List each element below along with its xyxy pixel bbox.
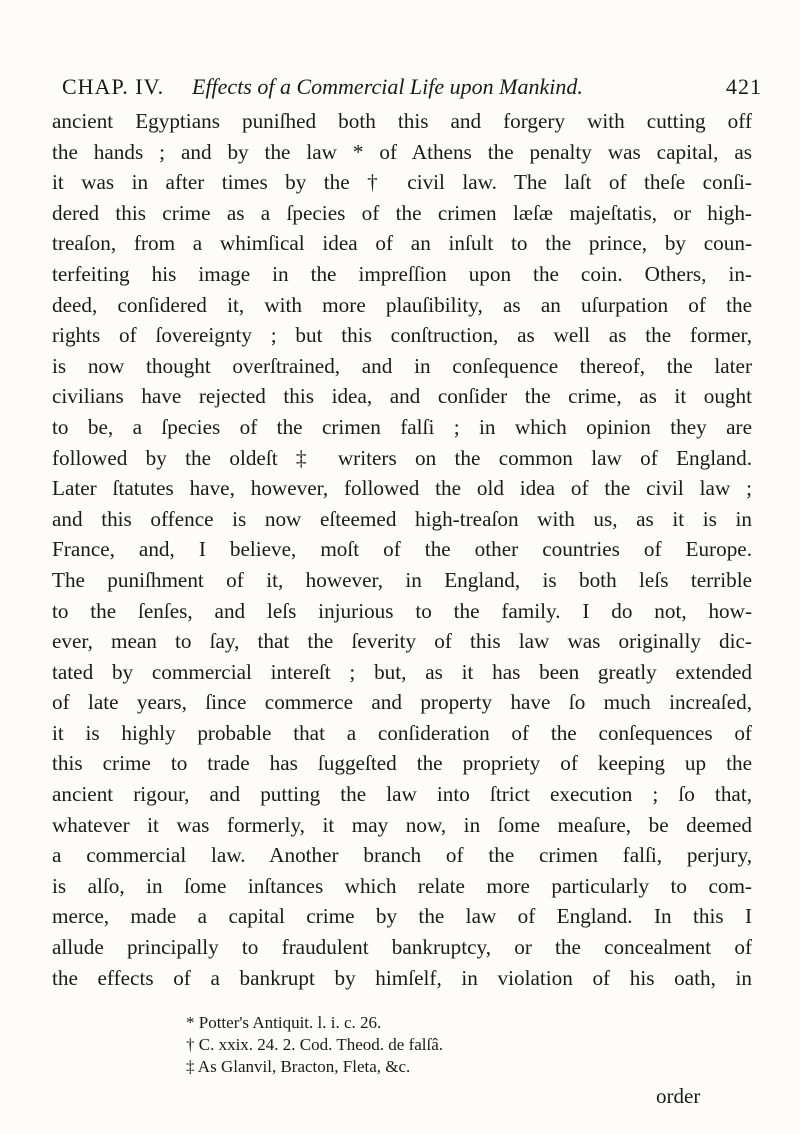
footnote: ‡ As Glanvil, Bracton, Fleta, &c. <box>186 1057 411 1076</box>
text-line: it was in after times by the † civil law. The laſt of theſe conſi- <box>52 170 752 195</box>
text-line: whatever it was formerly, it may now, in ſome meaſure, be deemed <box>52 812 752 837</box>
text-line: merce, made a capital crime by the law of England. In this I <box>52 904 752 929</box>
text-line: and this offence is now eſteemed high-treaſon with us, as it is in <box>52 506 752 531</box>
text-line: terfeiting his image in the impreſſion upon the coin. Others, in- <box>52 261 752 286</box>
page-number: 421 <box>726 74 762 99</box>
text-line: civilians have rejected this idea, and conſider the crime, as it ought <box>52 384 752 409</box>
body-text <box>52 106 752 993</box>
running-title: Effects of a Commercial Life upon Mankind. <box>192 74 583 99</box>
text-line: rights of ſovereignty ; but this conſtruction, as well as the former, <box>52 323 752 348</box>
text-line: allude principally to fraudulent bankruptcy, or the concealment of <box>52 935 752 960</box>
text-line: deed, conſidered it, with more plauſibility, as an uſurpation of the <box>52 292 752 317</box>
text-line: a commercial law. Another branch of the crimen falſi, perjury, <box>52 843 752 868</box>
text-line: is now thought overſtrained, and in conſequence thereof, the later <box>52 353 752 378</box>
footnote: * Potter's Antiquit. l. i. c. 26. <box>186 1013 382 1032</box>
text-line: ancient Egyptians puniſhed both this and forgery with cutting off <box>52 109 752 133</box>
text-line: followed by the oldeſt ‡ writers on the common law of England. <box>52 445 752 470</box>
footnote: † C. xxix. 24. 2. Cod. Theod. de falſâ. <box>186 1035 444 1054</box>
text-line: tated by commercial intereſt ; but, as it has been greatly extended <box>52 659 752 684</box>
text-line: treaſon, from a whimſical idea of an inſult to the prince, by coun- <box>52 231 752 256</box>
text-line: France, and, I believe, moſt of the other countries of Europe. <box>52 537 752 562</box>
text-line: ever, mean to ſay, that the ſeverity of this law was originally dic- <box>52 629 752 654</box>
text-line: the hands ; and by the law * of Athens the penalty was capital, as <box>52 139 752 164</box>
text-line: Later ſtatutes have, however, followed the old idea of the civil law ; <box>52 476 752 501</box>
text-line: this crime to trade has ſuggeſted the propriety of keeping up the <box>52 751 752 776</box>
catchword: order <box>656 1084 701 1108</box>
text-line: to be, a ſpecies of the crimen falſi ; in which opinion they are <box>52 414 752 439</box>
text-line: of late years, ſince commerce and property have ſo much increaſed, <box>52 690 752 715</box>
running-head <box>62 70 762 104</box>
text-line: ancient rigour, and putting the law into ſtrict execution ; ſo that, <box>52 782 752 807</box>
text-line: to the ſenſes, and leſs injurious to the family. I do not, how- <box>52 598 752 623</box>
text-line: it is highly probable that a conſideration of the conſequences of <box>52 720 752 745</box>
text-line: dered this crime as a ſpecies of the crimen læſæ majeſtatis, or high- <box>52 200 752 225</box>
chapter-label: CHAP. IV. <box>62 74 165 99</box>
text-line: The puniſhment of it, however, in England, is both leſs terrible <box>52 567 752 592</box>
footnotes <box>186 1012 706 1078</box>
text-line: the effects of a bankrupt by himſelf, in violation of his oath, in <box>52 965 752 990</box>
text-line: is alſo, in ſome inſtances which relate more particularly to com- <box>52 873 752 898</box>
